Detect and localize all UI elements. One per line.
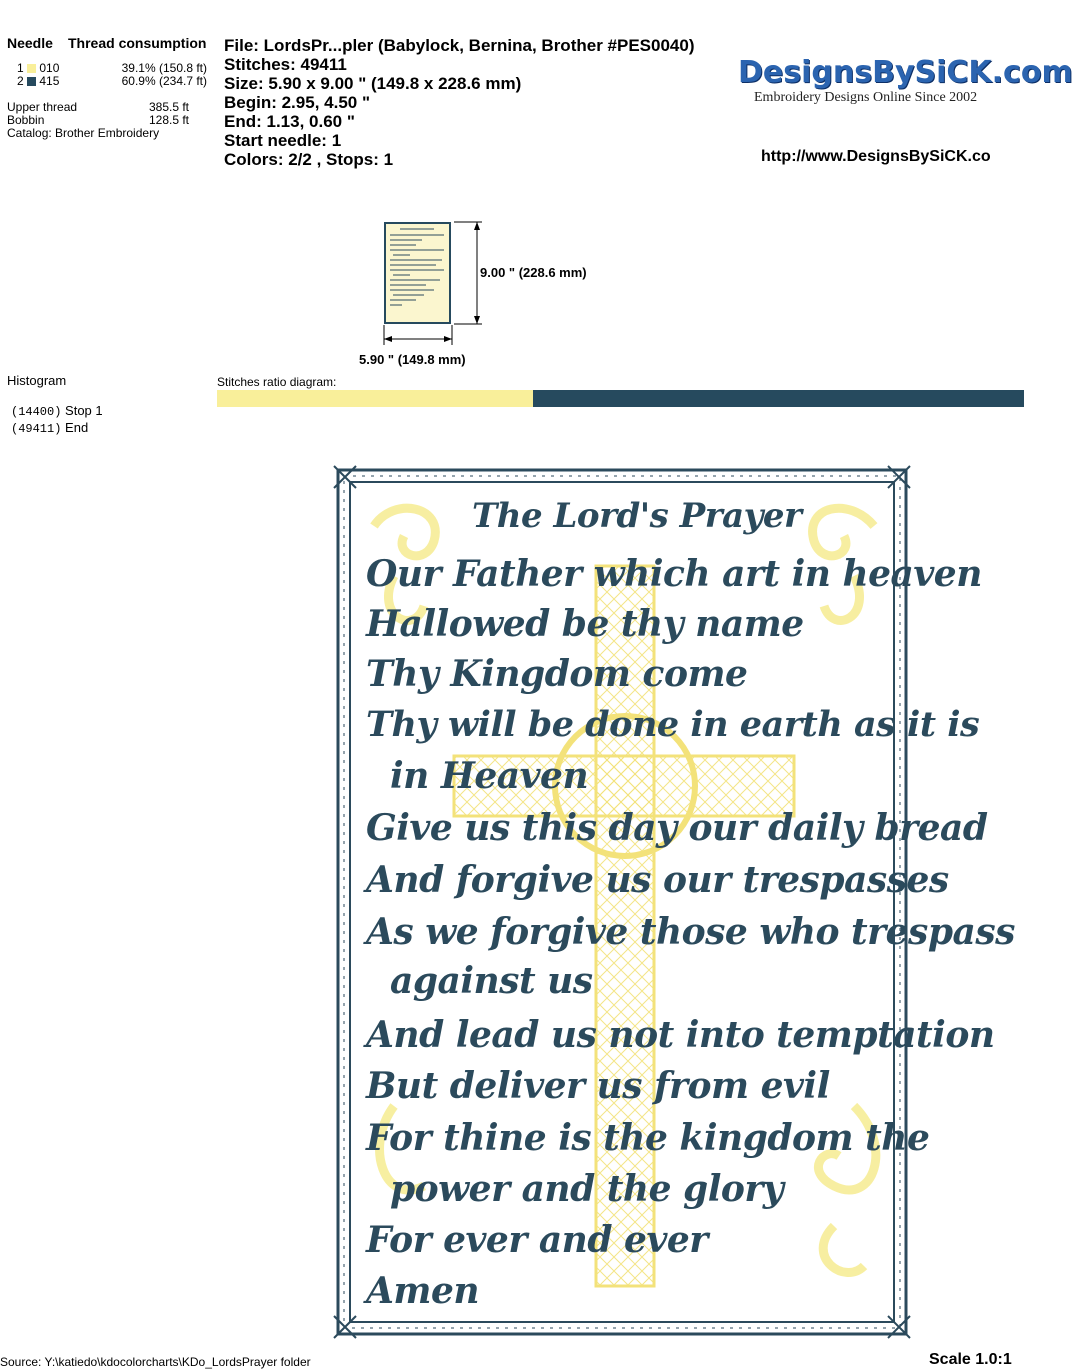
end-point: End: 1.13, 0.60 "	[224, 112, 355, 131]
histogram-stops	[11, 403, 103, 437]
stop-count: (49411)	[11, 422, 62, 436]
catalog-label: Catalog: Brother Embroidery	[7, 126, 160, 140]
begin-point: Begin: 2.95, 4.50 "	[224, 93, 371, 112]
prayer-line: Our Father which art in heaven	[366, 553, 982, 595]
prayer-title: The Lord's Prayer	[472, 496, 802, 536]
scale-label: Scale 1.0:1	[929, 1351, 1012, 1368]
ratio-label: Stitches ratio diagram:	[217, 375, 337, 389]
prayer-line: Amen	[366, 1270, 480, 1312]
prayer-line: Thy Kingdom come	[366, 653, 748, 695]
needle-number: 1	[17, 61, 24, 75]
prayer-line: Hallowed be thy name	[366, 603, 804, 645]
thread-code: 415	[39, 74, 60, 88]
prayer-line: in Heaven	[390, 755, 589, 797]
brand-logo: DesignsBySiCK.com	[738, 55, 1073, 90]
prayer-line: As we forgive those who trespass	[366, 911, 1015, 953]
ratio-segment-color-1	[217, 390, 533, 407]
needle-header: Needle	[7, 35, 53, 51]
needle-number: 2	[17, 74, 24, 88]
brand-tagline: Embroidery Designs Online Since 2002	[754, 90, 978, 105]
prayer-line: And lead us not into temptation	[366, 1014, 995, 1056]
list-item	[11, 403, 103, 420]
thread-consumption: 39.1% (150.8 ft)	[121, 61, 207, 75]
stitch-ratio-bar	[217, 390, 1024, 407]
prayer-line: But deliver us from evil	[366, 1065, 830, 1107]
width-dimension-line	[382, 325, 454, 347]
design-thumbnail	[384, 222, 451, 324]
start-needle: Start needle: 1	[224, 131, 342, 150]
prayer-line: For ever and ever	[366, 1219, 708, 1261]
thread-row	[17, 75, 207, 88]
thread-consumption: 60.9% (234.7 ft)	[121, 74, 207, 88]
stop-count: (14400)	[11, 405, 62, 419]
list-item	[11, 420, 103, 437]
design-size: Size: 5.90 x 9.00 " (149.8 x 228.6 mm)	[224, 74, 522, 93]
color-swatch	[27, 64, 36, 73]
bobbin-label: Bobbin	[7, 113, 45, 127]
histogram-title: Histogram	[7, 373, 67, 388]
thumbnail-preview	[386, 224, 449, 322]
ratio-segment-color-2	[533, 390, 1024, 407]
width-label: 5.90 " (149.8 mm)	[359, 352, 466, 367]
design-preview	[334, 466, 1015, 1338]
prayer-line: And forgive us our trespasses	[366, 859, 949, 901]
design-info	[224, 36, 694, 169]
thread-code: 010	[39, 61, 60, 75]
prayer-line: against us	[390, 960, 593, 1002]
source-path: Source: Y:\katiedo\kdocolorcharts\KDo_LordsPrayer folder	[0, 1355, 311, 1369]
colors-stops: Colors: 2/2 , Stops: 1	[224, 150, 394, 169]
brand-url[interactable]: http://www.DesignsBySiCK.co	[761, 148, 991, 165]
thread-consumption-header: Thread consumption	[68, 35, 207, 51]
upper-thread-value: 385.5 ft	[148, 100, 189, 114]
height-label: 9.00 " (228.6 mm)	[480, 265, 587, 280]
upper-thread-label: Upper thread	[7, 100, 78, 114]
prayer-line: Thy will be done in earth as it is	[366, 704, 980, 745]
stop-label: End	[65, 420, 89, 435]
file-name: File: LordsPr...pler (Babylock, Bernina, Brother #PES0040)	[224, 36, 695, 55]
prayer-line: Give us this day our daily bread	[366, 807, 988, 849]
prayer-line: power and the glory	[390, 1168, 784, 1210]
stop-label: Stop 1	[65, 403, 103, 418]
prayer-line: For thine is the kingdom the	[366, 1117, 930, 1159]
color-swatch	[27, 77, 36, 86]
stitch-count: Stitches: 49411	[224, 55, 347, 74]
bobbin-value: 128.5 ft	[148, 113, 189, 127]
